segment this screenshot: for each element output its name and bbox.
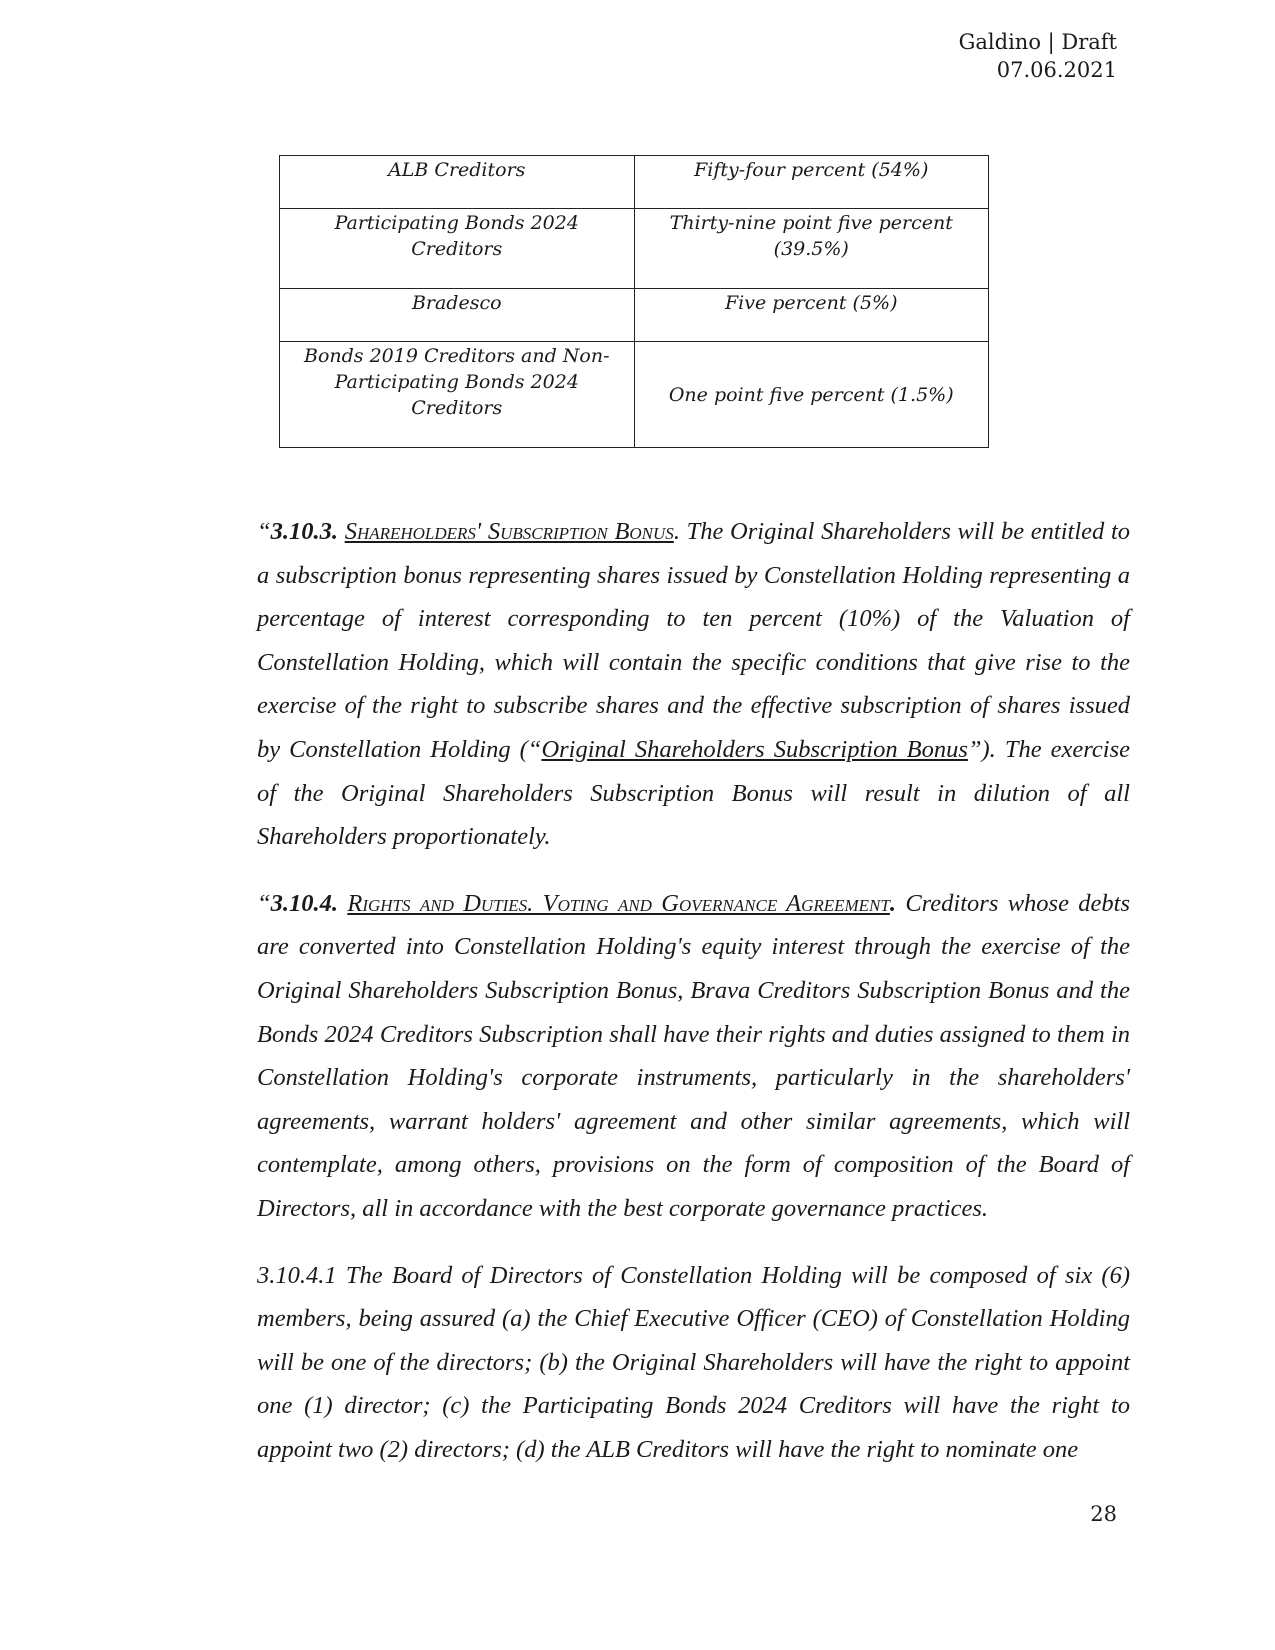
section-title: Rights and Duties. Voting and Governance Agreement <box>347 889 890 917</box>
section-3-10-4-1 <box>257 1254 1130 1472</box>
table-cell-percentage: Fifty-four percent (54%) <box>634 156 989 209</box>
header-date: 07.06.2021 <box>996 58 1117 82</box>
defined-term: Original Shareholders Subscription Bonus <box>541 735 968 763</box>
section-text: The Original Shareholders will be entitled to a subscription bonus representing shares issued by Constellation Holding representing a percentage of interest corresponding to ten percent (10%) of the Valuation of Constellation Holding, which will contain the specific conditions that give rise to the exercise of the right to subscribe shares and the effective subscription of shares issued by Constellation Holding (“ <box>257 518 1131 763</box>
table-cell-creditor: Bonds 2019 Creditors and Non-Participating Bonds 2024 Creditors <box>280 342 635 448</box>
section-number: 3.10.3. <box>270 518 339 545</box>
open-quote: “ <box>257 889 271 917</box>
section-text: 3.10.4.1 The Board of Directors of Constellation Holding will be composed of six (6) members, being assured (a) the Chief Executive Officer (CEO) of Constellation Holding will be one of the directors; (b) the Original Shareholders will have the right to appoint one (1) director; (c) the Participating Bonds 2024 Creditors will have the right to appoint two (2) directors; (d) the ALB Creditors will have the right to nominate one <box>257 1261 1130 1463</box>
table-row <box>280 289 989 342</box>
table-cell-percentage: Thirty-nine point five percent (39.5%) <box>634 209 989 289</box>
allocation-table <box>279 155 989 448</box>
table-cell-percentage: Five percent (5%) <box>634 289 989 342</box>
table-row <box>280 342 989 448</box>
section-text-continued: ”). The exercise of the Original Shareholders Subscription Bonus will result in dilution of all Shareholders proportionately. <box>257 735 1131 851</box>
section-title: Shareholders' Subscription Bonus <box>344 518 674 545</box>
page-header <box>959 28 1117 84</box>
title-period: . <box>889 889 896 917</box>
table-cell-creditor: ALB Creditors <box>280 156 635 209</box>
section-number: 3.10.4. <box>270 889 339 917</box>
section-text: Creditors whose debts are converted into Constellation Holding's equity interest through the exercise of the Original Shareholders Subscription Bonus, Brava Creditors Subscription Bonus and the Bonds 2024 Creditors Subscription shall have their rights and duties assigned to them in Constellation Holding's corporate instruments, particularly in the shareholders' agreements, warrant holders' agreement and other similar agreements, which will contemplate, among others, provisions on the form of composition of the Board of Directors, all in accordance with the best corporate governance practices. <box>257 889 1131 1222</box>
title-period: . <box>673 518 680 545</box>
header-title: Galdino | Draft <box>958 30 1117 54</box>
page-number: 28 <box>1090 1502 1117 1526</box>
allocation-table-container <box>279 155 989 448</box>
section-3-10-4 <box>257 882 1130 1231</box>
table-row <box>280 156 989 209</box>
table-cell-creditor: Bradesco <box>280 289 635 342</box>
table-row <box>280 209 989 289</box>
document-body <box>257 510 1130 1471</box>
table-cell-percentage: One point five percent (1.5%) <box>634 342 989 448</box>
section-3-10-3 <box>257 510 1130 859</box>
table-cell-creditor: Participating Bonds 2024 Creditors <box>280 209 635 289</box>
open-quote: “ <box>257 518 271 545</box>
